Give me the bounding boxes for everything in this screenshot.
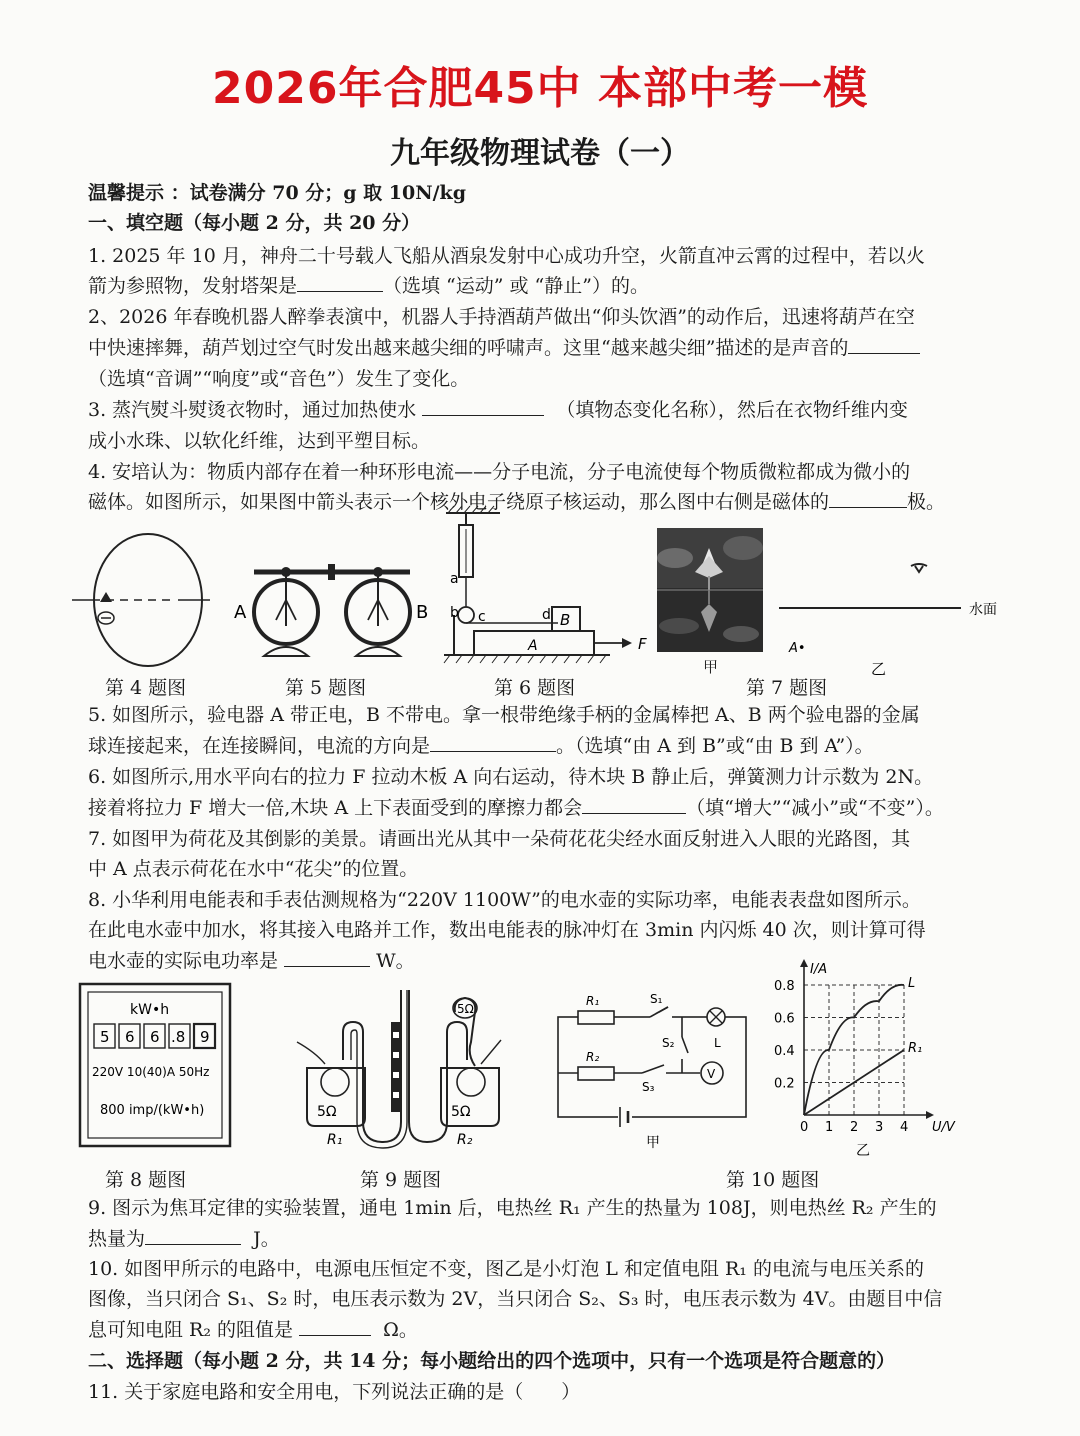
fig8-digit: 9 [200,1028,210,1046]
section1-heading: 一、填空题（每小题 2 分，共 20 分） [88,212,421,234]
fig8-digit: 6 [150,1028,160,1046]
fig4-caption: 第 4 题图 [105,677,187,699]
y-tick-label: 0.2 [774,1076,795,1092]
fig9-caption: 第 9 题图 [360,1169,442,1191]
fig8-digit: .8 [171,1028,186,1046]
fig8-constant-label: 800 imp/(kW•h) [100,1103,205,1118]
fig6-block-b: B [560,611,571,629]
fig9-right-resistor: 5Ω [451,1104,471,1120]
q6-answer-blank[interactable] [582,795,686,814]
q5-answer-blank[interactable] [430,733,556,752]
q4-line1: 4. 安培认为：物质内部存在着一种环形电流——分子电流，分子电流使每个物质微粒都成为微小的 [88,461,911,483]
q2-answer-blank[interactable] [848,335,920,354]
fig6-label-b-small: b [450,605,459,621]
q3-line1: 3. 蒸汽熨斗熨烫衣物时，通过加热使水 （填物态变化名称），然后在衣物纤维内变 [88,399,908,421]
fig7-lotus-photo [657,528,763,652]
q8-answer-blank[interactable] [284,948,370,967]
fig9-r2-label: R₂ [457,1132,473,1148]
q6-line1: 6. 如图所示,用水平向右的拉力 F 拉动木板 A 向右运动，待木块 B 静止后，弹簧测力计示数为 2N。 [88,766,934,788]
q1-answer-blank[interactable] [297,273,383,292]
x-tick-label: 4 [900,1120,909,1135]
y-axis-label: I/A [810,962,828,977]
q3-answer-blank[interactable] [422,397,544,416]
fig5-caption: 第 5 题图 [285,677,367,699]
x-tick-label: 2 [850,1120,859,1135]
q8-line2: 在此电水壶中加水，将其接入电路并工作，数出电能表的脉冲灯在 3min 内闪烁 40 次，则计算可得 [88,919,926,941]
fig10-voltmeter-label: V [707,1067,716,1081]
paper-subtitle: 九年级物理试卷（一） [390,136,690,171]
q1-line1: 1. 2025 年 10 月，神舟二十号载人飞船从酒泉发射中心成功升空，火箭直冲云霄的过程中，若以火 [88,245,925,267]
y-tick-label: 0.4 [774,1044,795,1059]
fig10-s2-label: S₂ [662,1036,675,1050]
fig7-reflection-diagram [775,560,1035,678]
fig5-label-a: A [234,602,247,623]
tip-line: 温馨提示 ：试卷满分 70 分；g 取 10N/kg [88,182,466,204]
fig7-water-surface-label: 水面 [969,602,997,618]
q10-line3: 息可知电阻 R₂ 的阻值是 Ω。 [88,1319,418,1341]
fig6-friction-setup [440,503,655,671]
fig9-r1-label: R₁ [327,1132,343,1148]
fig5-electroscopes [230,560,435,665]
section2-heading: 二、选择题（每小题 2 分，共 14 分；每小题给出的四个选项中，只有一个选项是符合题意的） [88,1350,896,1372]
q4-line2: 磁体。如图所示，如果图中箭头表示一个核外电子绕原子核运动，那么图中右侧是磁体的 极。 [88,491,946,513]
series-label: R₁ [908,1041,923,1056]
fig10-s1-label: S₁ [650,992,663,1006]
q10-line1: 10. 如图甲所示的电路中，电源电压恒定不变，图乙是小灯泡 L 和定值电阻 R₁ 的电流与电压关系的 [88,1258,924,1280]
series-label: L [908,976,916,991]
q10-line2: 图像，当只闭合 S₁、S₂ 时，电压表示数为 2V，当只闭合 S₂、S₃ 时，电压表示数为 4V。由题目中信 [88,1288,943,1310]
q7-line2: 中 A 点表示荷花在水中“花尖”的位置。 [88,858,419,880]
fig8-caption: 第 8 题图 [105,1169,187,1191]
fig10-r2-label: R₂ [586,1050,600,1064]
y-tick-label: 0.8 [774,979,795,994]
fig4-molecular-current [70,530,220,670]
q10-answer-blank[interactable] [299,1317,371,1336]
fig7-caption: 第 7 题图 [746,677,828,699]
fig8-unit-label: kW•h [130,1002,170,1018]
x-axis-label: U/V [932,1120,955,1135]
fig10-yi-label: 乙 [856,1143,870,1159]
fig10-iv-graph [760,962,970,1159]
fig9-joule-apparatus [295,982,515,1150]
q7-line1: 7. 如图甲为荷花及其倒影的美景。请画出光从其中一朵荷花花尖经水面反射进入人眼的光路图，其 [88,828,911,850]
q9-line2: 热量为 J。 [88,1228,280,1250]
fig6-label-c: c [478,609,486,625]
q3-line2: 成小水珠、以软化纤维，达到平塑目标。 [88,430,431,452]
q2-line1: 2、2026 年春晚机器人醉拳表演中，机器人手持酒葫芦做出“仰头饮酒”的动作后，迅速将葫芦在空 [88,306,915,328]
fig6-label-d: d [542,607,551,623]
fig8-energy-meter [78,982,232,1148]
q5-line1: 5. 如图所示，验电器 A 带正电，B 不带电。拿一根带绝缘手柄的金属棒把 A、B 两个验电器的金属 [88,704,920,726]
q4-answer-blank[interactable] [829,489,907,508]
fig6-force-f: F [638,635,647,653]
fig8-spec-label: 220V 10(40)A 50Hz [92,1065,210,1079]
x-tick-label: 1 [825,1120,834,1135]
fig7-point-a: A• [789,641,806,656]
fig10-s3-label: S₃ [642,1080,655,1094]
y-tick-label: 0.6 [774,1011,795,1027]
fig8-digit: 5 [100,1028,110,1046]
q2-line2: 中快速摔舞，葫芦划过空气时发出越来越尖细的呼啸声。这里“越来越尖细”描述的是声音的 [88,333,920,363]
fig10-lamp-label: L [714,1036,721,1050]
fig9-top-resistor: 5Ω [457,1002,474,1016]
q2-line3: （选填“音调”“响度”或“音色”）发生了变化。 [88,368,470,390]
q5-line2: 球连接起来，在连接瞬间，电流的方向是 。（选填“由 A 到 B”或“由 B 到 A”）。 [88,735,874,757]
fig9-left-resistor: 5Ω [317,1104,337,1120]
fig10-circuit-jia [550,985,755,1155]
exam-banner-title: 2026年合肥45中 本部中考一模 [211,63,868,114]
q1-line2: 箭为参照物，发射塔架是 （选填 “运动” 或 “静止”）的。 [88,275,649,297]
fig7-yi-label: 乙 [871,660,887,678]
x-tick-label: 0 [800,1120,809,1135]
fig5-label-b: B [416,602,429,623]
q9-line1: 9. 图示为焦耳定律的实验装置，通电 1min 后，电热丝 R₁ 产生的热量为 108J，则电热丝 R₂ 产生的 [88,1197,937,1219]
q9-answer-blank[interactable] [145,1226,241,1245]
fig10-jia-label: 甲 [646,1135,660,1151]
fig8-digit: 6 [125,1028,135,1046]
x-axis-arrow [926,1111,934,1119]
q6-line2: 接着将拉力 F 增大一倍,木块 A 上下表面受到的摩擦力都会 （填“增大”“减小”或“不变”）。 [88,797,944,819]
x-tick-label: 3 [875,1120,884,1135]
fig7-jia-label: 甲 [703,658,719,676]
fig6-label-a-small: a [450,571,459,587]
fig10-r1-label: R₁ [586,994,600,1008]
fig6-caption: 第 6 题图 [494,677,576,699]
q11-line: 11. 关于家庭电路和安全用电，下列说法正确的是（ ） [88,1381,581,1403]
q8-line1: 8. 小华利用电能表和手表估测规格为“220V 1100W”的电水壶的实际功率，电能表表盘如图所示。 [88,889,921,911]
fig10-caption: 第 10 题图 [726,1169,820,1191]
fig6-board-a: A [528,638,538,654]
y-axis-arrow [800,959,808,967]
q8-line3: 电水壶的实际电功率是 W。 [88,950,415,972]
